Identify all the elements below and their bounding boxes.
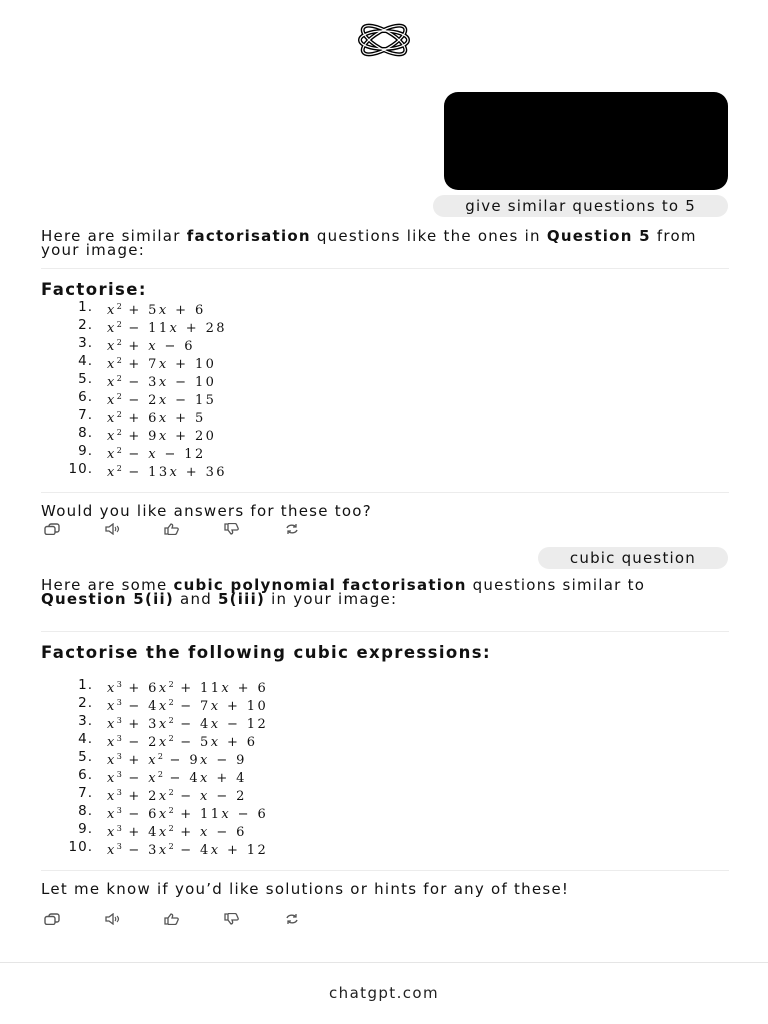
list-number: 10. — [68, 461, 93, 477]
list-item — [41, 370, 227, 388]
question-list — [41, 298, 227, 478]
math-expression: $x^2 + 5x + 6$ — [107, 302, 206, 318]
list-item — [41, 748, 268, 766]
list-item — [41, 442, 227, 460]
math-expression: $x^2 + x - 6$ — [107, 338, 195, 354]
list-item — [41, 424, 227, 442]
footer-divider — [0, 962, 768, 963]
math-expression: $x^3 - 4x^2 - 7x + 10$ — [107, 698, 269, 714]
list-item — [41, 406, 227, 424]
list-item — [41, 694, 268, 712]
list-number: 3. — [78, 335, 93, 351]
openai-logo-icon — [329, 22, 439, 58]
divider — [41, 492, 729, 493]
divider — [41, 631, 729, 632]
list-number: 1. — [78, 677, 93, 693]
math-expression: $x^2 + 9x + 20$ — [107, 428, 217, 444]
thumbs-up-icon[interactable] — [164, 523, 180, 535]
assistant-closing-text: Would you like answers for these too? — [41, 502, 372, 520]
divider — [41, 268, 729, 269]
copy-icon[interactable] — [44, 523, 60, 535]
list-number: 2. — [78, 317, 93, 333]
list-item — [41, 838, 268, 856]
list-number: 4. — [78, 353, 93, 369]
list-item — [41, 676, 268, 694]
list-number: 8. — [78, 425, 93, 441]
list-number: 1. — [78, 299, 93, 315]
list-number: 5. — [78, 371, 93, 387]
math-expression: $x^2 - x - 12$ — [107, 446, 206, 462]
list-number: 7. — [78, 785, 93, 801]
thumbs-down-icon[interactable] — [224, 523, 240, 535]
assistant-closing-text: Let me know if you’d like solutions or hints for any of these! — [41, 880, 570, 898]
user-message-bubble: cubic question — [538, 547, 728, 569]
user-message-bubble: give similar questions to 5 — [433, 195, 728, 217]
copy-icon[interactable] — [44, 913, 60, 925]
thumbs-down-icon[interactable] — [224, 913, 240, 925]
speaker-icon[interactable] — [104, 913, 120, 925]
list-number: 7. — [78, 407, 93, 423]
list-item — [41, 802, 268, 820]
math-expression: $x^2 + 7x + 10$ — [107, 356, 217, 372]
math-expression: $x^3 + 6x^2 + 11x + 6$ — [107, 680, 269, 696]
list-item — [41, 784, 268, 802]
math-expression: $x^3 - x^2 - 4x + 4$ — [107, 770, 247, 786]
math-expression: $x^2 - 2x - 15$ — [107, 392, 217, 408]
list-item — [41, 352, 227, 370]
list-number: 2. — [78, 695, 93, 711]
math-expression: $x^2 + 6x + 5$ — [107, 410, 206, 426]
list-item — [41, 730, 268, 748]
list-number: 10. — [68, 839, 93, 855]
math-expression: $x^3 - 6x^2 + 11x - 6$ — [107, 806, 269, 822]
math-expression: $x^2 - 13x + 36$ — [107, 464, 227, 480]
list-number: 6. — [78, 767, 93, 783]
list-number: 3. — [78, 713, 93, 729]
list-number: 8. — [78, 803, 93, 819]
list-number: 9. — [78, 443, 93, 459]
list-item — [41, 298, 227, 316]
question-list — [41, 676, 268, 856]
list-item — [41, 334, 227, 352]
math-expression: $x^3 + 2x^2 - x - 2$ — [107, 788, 247, 804]
list-item — [41, 712, 268, 730]
message-actions — [44, 913, 344, 927]
list-item — [41, 820, 268, 838]
math-expression: $x^2 - 11x + 28$ — [107, 320, 227, 336]
list-number: 4. — [78, 731, 93, 747]
list-item — [41, 316, 227, 334]
assistant-intro-text: Here are similar factorisation questions like the ones in Question 5 from your image: — [41, 227, 697, 259]
section-heading: Factorise: — [41, 280, 147, 299]
section-heading: Factorise the following cubic expressions: — [41, 643, 492, 662]
divider — [41, 870, 729, 871]
math-expression: $x^3 - 3x^2 - 4x + 12$ — [107, 842, 269, 858]
speaker-icon[interactable] — [104, 523, 120, 535]
attached-image[interactable] — [444, 92, 728, 190]
assistant-intro-text: Here are some cubic polynomial factorisation questions similar to Question 5(ii) and 5(iii) in your image: — [41, 576, 646, 608]
list-item — [41, 460, 227, 478]
math-expression: $x^3 + 4x^2 + x - 6$ — [107, 824, 247, 840]
math-expression: $x^3 + x^2 - 9x - 9$ — [107, 752, 247, 768]
math-expression: $x^2 - 3x - 10$ — [107, 374, 217, 390]
thumbs-up-icon[interactable] — [164, 913, 180, 925]
list-item — [41, 766, 268, 784]
list-number: 9. — [78, 821, 93, 837]
math-expression: $x^3 - 2x^2 - 5x + 6$ — [107, 734, 258, 750]
regenerate-icon[interactable] — [284, 913, 300, 925]
list-number: 5. — [78, 749, 93, 765]
regenerate-icon[interactable] — [284, 523, 300, 535]
math-expression: $x^3 + 3x^2 - 4x - 12$ — [107, 716, 269, 732]
list-number: 6. — [78, 389, 93, 405]
list-item — [41, 388, 227, 406]
message-actions — [44, 523, 344, 537]
footer-domain[interactable]: chatgpt.com — [329, 984, 439, 1002]
